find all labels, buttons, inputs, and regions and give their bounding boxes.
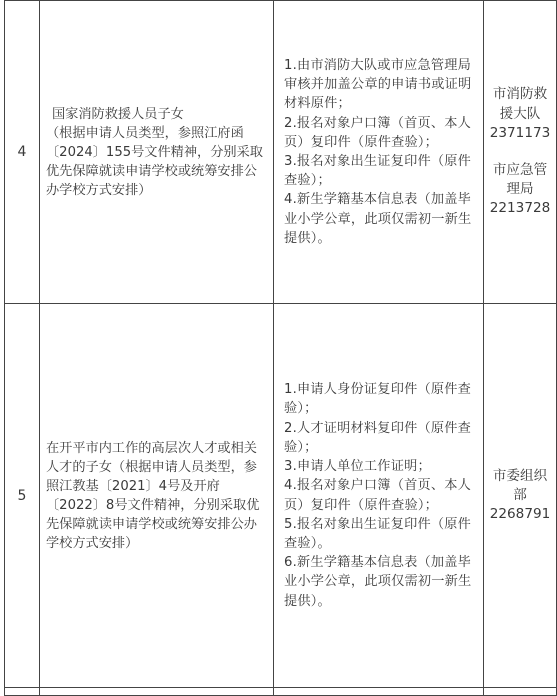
document-item: 4.报名对象户口簿（首页、本人页）复印件（原件查验）； <box>284 478 472 513</box>
department-name: 市应急管理局 <box>492 162 548 198</box>
row-number: 4 <box>5 1 40 304</box>
document-item: 6.新生学籍基本信息表（加盖毕业小学公章，此项仅需初一新生提供）。 <box>284 555 472 609</box>
table-row <box>5 1 557 304</box>
category-title: 国家消防救援人员子女 <box>52 106 184 122</box>
category-title: 在开平市内工作的高层次人才或相关人才的子女（根据申请人员类型，参照江教基〔2021〕4号及开府〔2022〕8号文件精神，分别采取优先保障就读申请学校或统筹安排公办学校方式安排） <box>46 440 260 551</box>
required-documents <box>274 1 484 304</box>
document-item: 1.申请人身份证复印件（原件查验）； <box>284 382 472 417</box>
document-item: 5.报名对象出生证复印件（原件查验）。 <box>284 516 472 551</box>
document-item: 1.由市消防大队或市应急管理局审核并加盖公章的申请书或证明材料原件； <box>284 57 472 112</box>
contact-department <box>484 1 557 304</box>
department-name: 市委组织部 <box>492 467 548 503</box>
department-phone: 2213728 <box>489 200 551 217</box>
applicant-category <box>40 304 274 688</box>
contact-department <box>484 304 557 688</box>
document-item: 3.申请人单位工作证明； <box>284 459 431 475</box>
document-item: 2.人才证明材料复印件（原件查验）； <box>284 420 472 455</box>
document-item: 4.新生学籍基本信息表（加盖毕业小学公章，此项仅需初一新生提供）。 <box>284 192 472 246</box>
required-documents <box>274 304 484 688</box>
department-phone: 2268791 <box>489 506 551 523</box>
department-phone: 2371173 <box>489 124 551 141</box>
table-row <box>5 688 557 696</box>
document-item: 3.报名对象出生证复印件（原件查验）； <box>284 154 472 189</box>
table-row <box>5 304 557 688</box>
row-number: 5 <box>5 304 40 688</box>
department-name: 市消防救援大队 <box>492 86 548 122</box>
policy-table <box>4 0 557 696</box>
category-note: （根据申请人员类型，参照江府函〔2024〕155号文件精神，分别采取优先保障就读申请学校或统筹安排公办学校方式安排） <box>46 125 263 198</box>
document-item: 2.报名对象户口簿（首页、本人页）复印件（原件查验）； <box>284 115 472 150</box>
applicant-category <box>40 1 274 304</box>
